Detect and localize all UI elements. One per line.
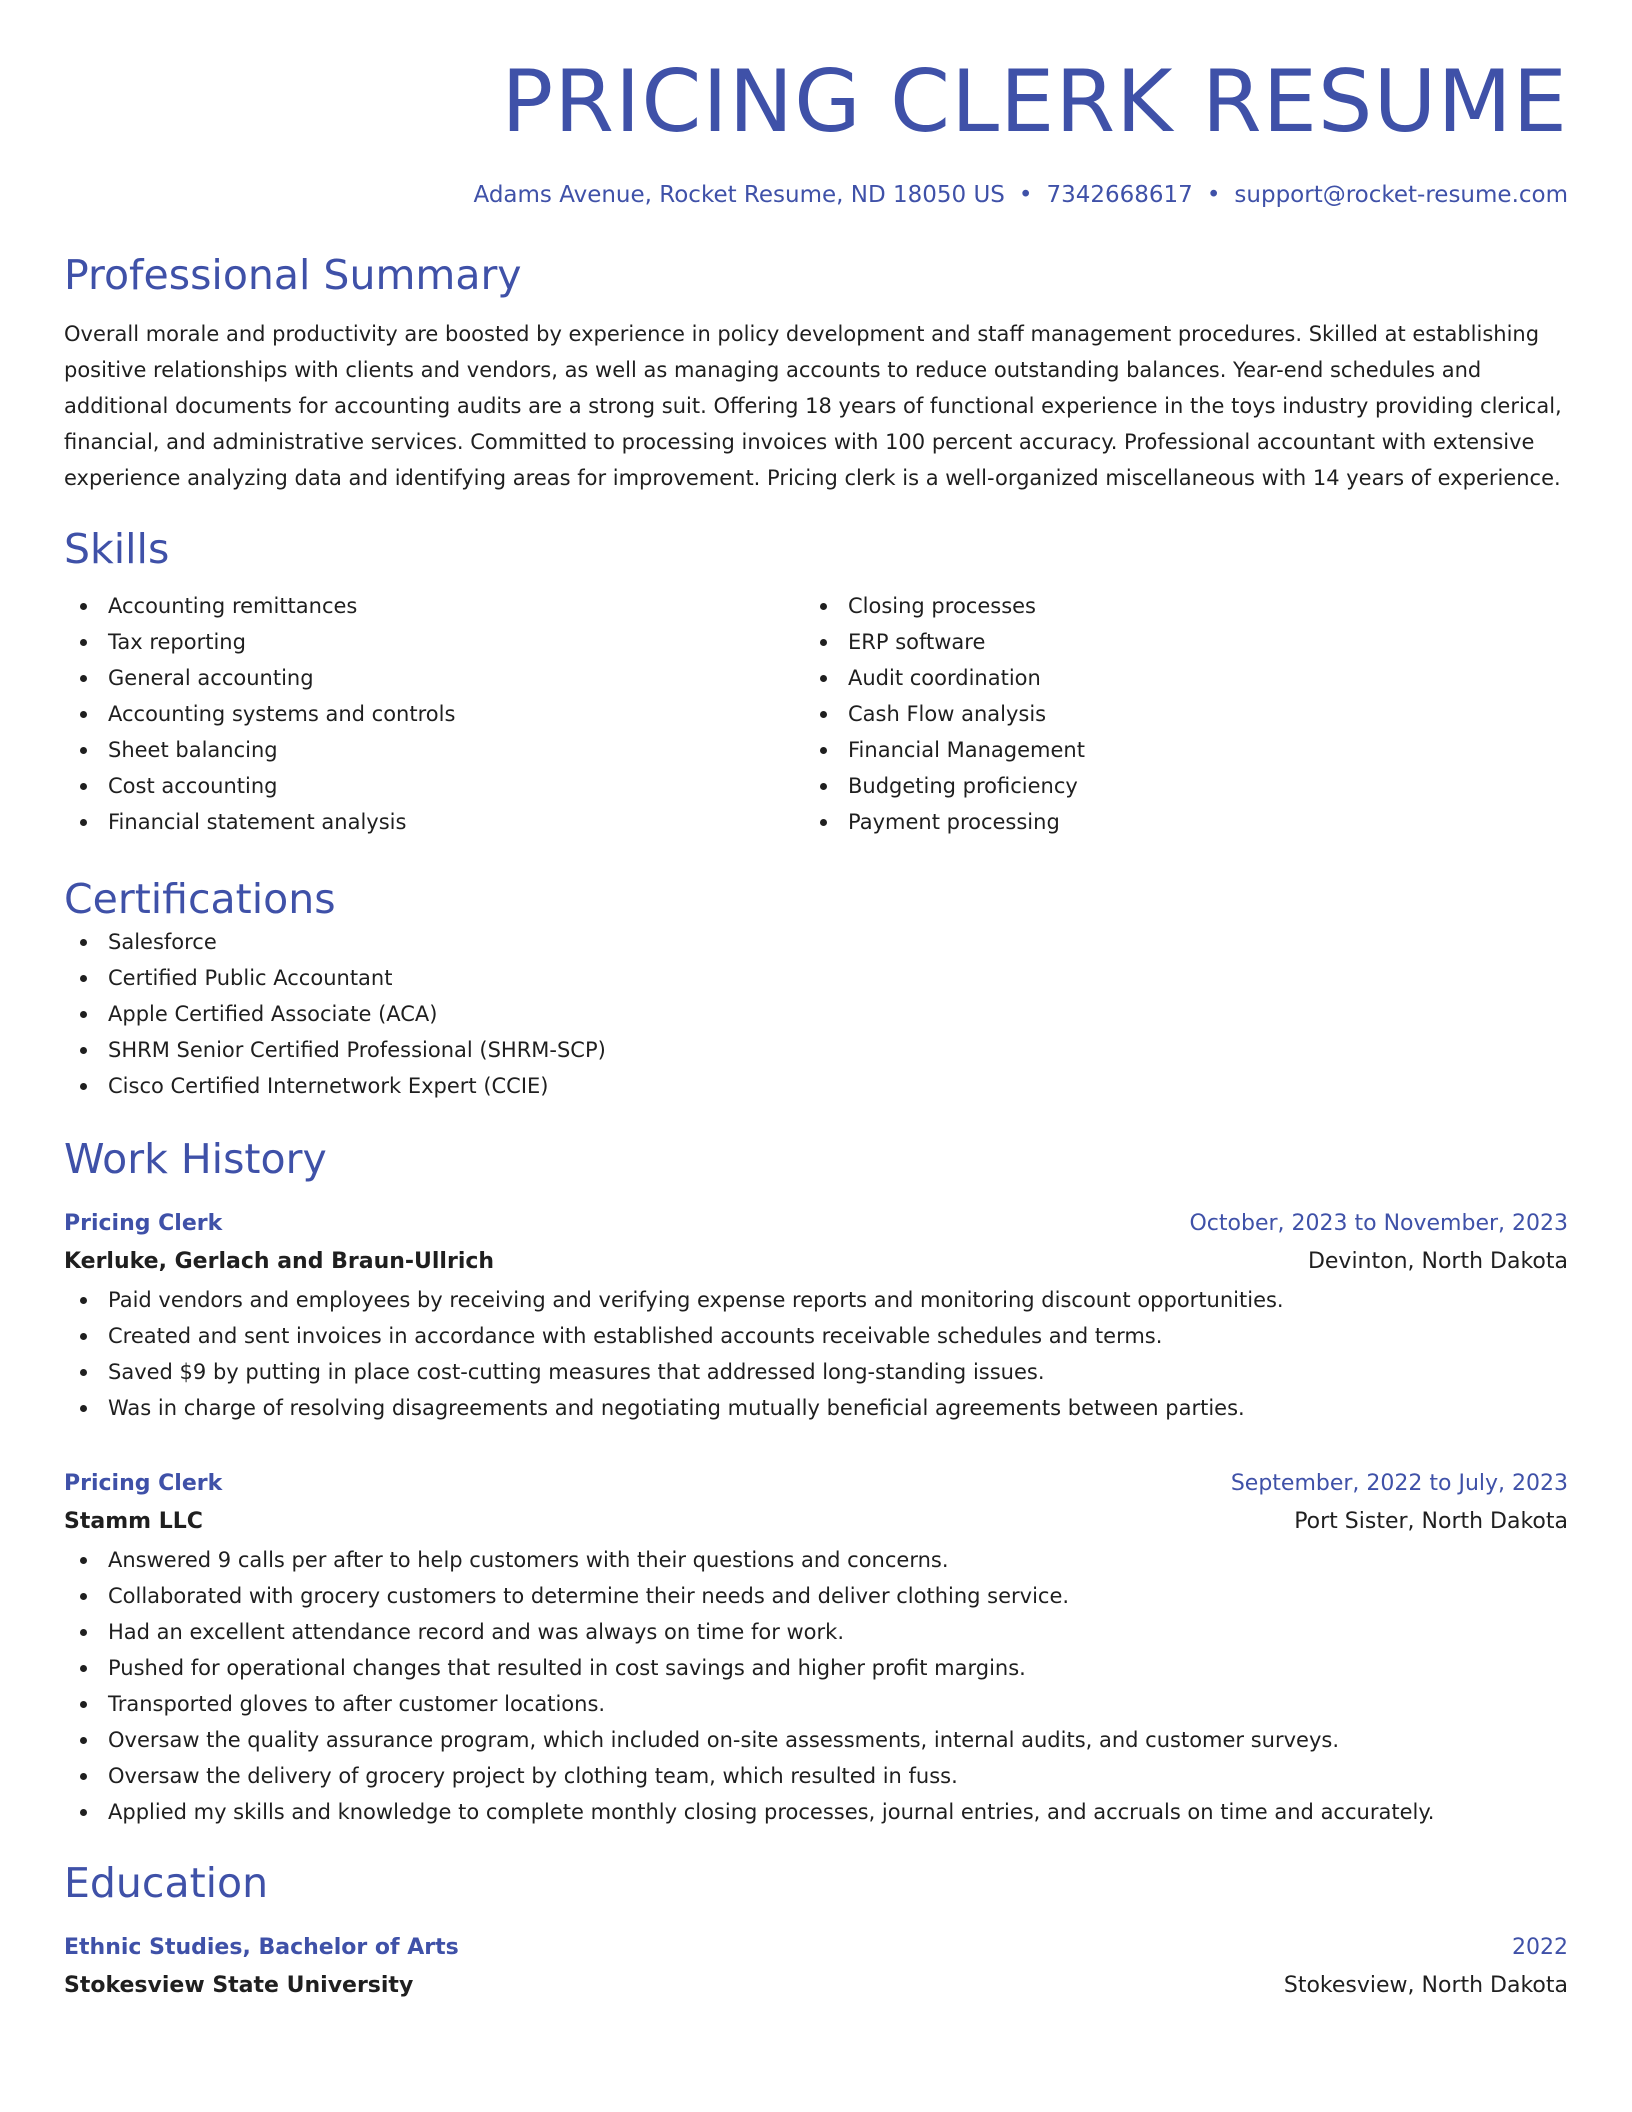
section-heading: Education: [64, 1859, 269, 1907]
company-name: Kerluke, Gerlach and Braun-Ullrich: [64, 1249, 495, 1274]
company-name: Stamm LLC: [64, 1509, 203, 1534]
certifications-list: [64, 924, 1568, 1104]
job-company-row: [64, 1502, 1568, 1542]
education-section: [64, 1858, 1568, 2006]
job-duties-list: [64, 1542, 1568, 1830]
certification-item: Cisco Certified Internetwork Expert (CCIE): [64, 1068, 1568, 1104]
certification-item: SHRM Senior Certified Professional (SHRM-SCP): [64, 1032, 1568, 1068]
skill-item: Accounting remittances: [64, 588, 804, 624]
school-location: Stokesview, North Dakota: [1283, 1973, 1568, 1998]
summary-text: Overall morale and productivity are boosted by experience in policy development and staff management procedures. Skilled at establishing positive relationships with clients and vendors, as well as managing accounts to reduce outstanding balances. Year-end schedules and additional documents for accounting audits are a strong suit. Offering 18 years of functional experience in the toys industry providing clerical, financial, and administrative services. Committed to processing invoices with 100 percent accuracy. Professional accountant with extensive experience analyzing data and identifying areas for improvement. Pricing clerk is a well-organized miscellaneous with 14 years of experience.: [64, 322, 1562, 490]
job-duty-item: Created and sent invoices in accordance with established accounts receivable schedules and terms.: [64, 1318, 1568, 1354]
contact-separator: •: [1206, 182, 1221, 208]
job-duty-item: Saved $9 by putting in place cost-cutting measures that addressed long-standing issues.: [64, 1354, 1568, 1390]
skills-list: [64, 588, 804, 840]
skills-section: [64, 524, 1568, 840]
skills-list: [804, 588, 1544, 840]
job-duty-item: Had an excellent attendance record and was always on time for work.: [64, 1614, 1568, 1650]
contact-phone: 7342668617: [1046, 182, 1193, 208]
job-duties-list: [64, 1282, 1568, 1426]
resume-header: [64, 52, 1568, 210]
section-heading: Professional Summary: [64, 251, 522, 299]
section-heading: Skills: [64, 525, 170, 573]
resume-title: PRICING CLERK RESUME: [501, 52, 1568, 152]
job-duty-item: Answered 9 calls per after to help customers with their questions and concerns.: [64, 1542, 1568, 1578]
job-duty-item: Oversaw the quality assurance program, which included on-site assessments, internal audits, and customer surveys.: [64, 1722, 1568, 1758]
degree-name: Ethnic Studies, Bachelor of Arts: [64, 1935, 459, 1960]
work-history-section: [64, 1134, 1568, 1830]
job-title: Pricing Clerk: [64, 1211, 223, 1236]
job-dates: September, 2022 to July, 2023: [1230, 1471, 1568, 1496]
contact-line: [64, 180, 1568, 210]
job-duty-item: Pushed for operational changes that resulted in cost savings and higher profit margins.: [64, 1650, 1568, 1686]
certification-item: Certified Public Accountant: [64, 960, 1568, 996]
job-location: Port Sister, North Dakota: [1294, 1509, 1568, 1534]
job-entry: [64, 1466, 1568, 1830]
skill-item: Audit coordination: [804, 660, 1544, 696]
skill-item: Cost accounting: [64, 768, 804, 804]
school-name: Stokesview State University: [64, 1973, 414, 1998]
skill-item: Payment processing: [804, 804, 1544, 840]
skill-item: Financial statement analysis: [64, 804, 804, 840]
education-entry: [64, 1930, 1568, 2006]
job-entry: [64, 1206, 1568, 1426]
skill-item: Financial Management: [804, 732, 1544, 768]
skill-item: Accounting systems and controls: [64, 696, 804, 732]
job-duty-item: Paid vendors and employees by receiving and verifying expense reports and monitoring discount opportunities.: [64, 1282, 1568, 1318]
skills-column-left: [64, 588, 804, 840]
job-dates: October, 2023 to November, 2023: [1189, 1211, 1568, 1236]
certifications-section: [64, 874, 1568, 1104]
contact-email: support@rocket-resume.com: [1234, 182, 1568, 208]
skill-item: General accounting: [64, 660, 804, 696]
job-location: Devinton, North Dakota: [1307, 1249, 1568, 1274]
school-row: [64, 1966, 1568, 2006]
skill-item: Budgeting proficiency: [804, 768, 1544, 804]
skills-grid: [64, 588, 1568, 840]
section-heading: Work History: [64, 1135, 327, 1183]
job-duty-item: Oversaw the delivery of grocery project by clothing team, which resulted in fuss.: [64, 1758, 1568, 1794]
skills-column-right: [804, 588, 1544, 840]
job-title-row: [64, 1206, 1568, 1242]
skill-item: Closing processes: [804, 588, 1544, 624]
skill-item: ERP software: [804, 624, 1544, 660]
professional-summary-section: [64, 250, 1568, 496]
job-title: Pricing Clerk: [64, 1471, 223, 1496]
contact-address: Adams Avenue, Rocket Resume, ND 18050 US: [473, 182, 1005, 208]
section-heading: Certifications: [64, 875, 336, 923]
certification-item: Apple Certified Associate (ACA): [64, 996, 1568, 1032]
certification-item: Salesforce: [64, 924, 1568, 960]
skill-item: Cash Flow analysis: [804, 696, 1544, 732]
degree-row: [64, 1930, 1568, 1966]
job-company-row: [64, 1242, 1568, 1282]
job-title-row: [64, 1466, 1568, 1502]
job-duty-item: Transported gloves to after customer locations.: [64, 1686, 1568, 1722]
job-duty-item: Was in charge of resolving disagreements and negotiating mutually beneficial agreements between parties.: [64, 1390, 1568, 1426]
job-duty-item: Applied my skills and knowledge to complete monthly closing processes, journal entries, and accruals on time and accurately.: [64, 1794, 1568, 1830]
graduation-year: 2022: [1512, 1935, 1568, 1960]
skill-item: Tax reporting: [64, 624, 804, 660]
skill-item: Sheet balancing: [64, 732, 804, 768]
job-duty-item: Collaborated with grocery customers to determine their needs and deliver clothing service.: [64, 1578, 1568, 1614]
contact-separator: •: [1018, 182, 1033, 208]
